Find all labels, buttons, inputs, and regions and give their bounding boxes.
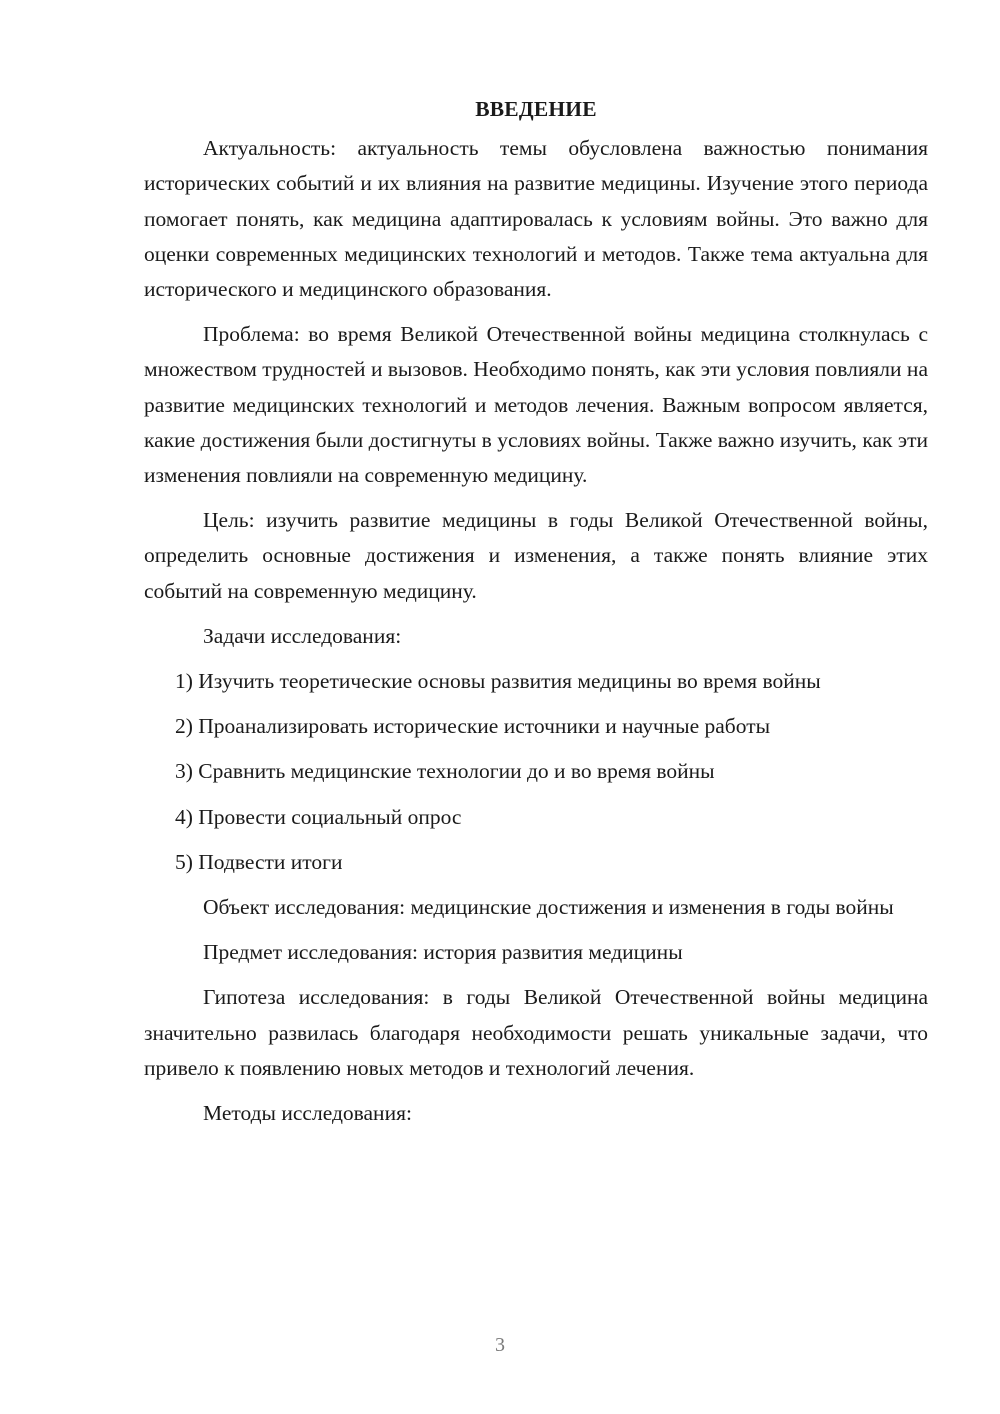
goal-paragraph: Цель: изучить развитие медицины в годы Великой Отечественной войны, определить основные достижения и изменения, а также понять влияние этих событий на современную медицину. — [144, 508, 928, 603]
problem-paragraph: Проблема: во время Великой Отечественной войны медицина столкнулась с множеством трудностей и вызовов. Необходимо понять, как эти условия повлияли на развитие медицинских технологий и методов лечения. Важным вопросом является, какие достижения были достигнуты в условиях войны. Также важно изучить, как эти изменения повлияли на современную медицину. — [144, 322, 928, 488]
list-item: 4) Провести социальный опрос — [175, 804, 462, 829]
subject-paragraph: Предмет исследования: история развития медицины — [203, 940, 683, 965]
tasks-list — [144, 664, 928, 880]
list-item: 2) Проанализировать исторические источники и научные работы — [175, 714, 771, 739]
section-title: ВВЕДЕНИЕ — [475, 97, 597, 121]
relevance-paragraph: Актуальность: актуальность темы обусловлена важностью понимания исторических событий и их влияния на развитие медицины. Изучение этого периода помогает понять, как медицина адаптировалась к условиям войны. Это важно для оценки современных медицинских технологий и методов. Также тема актуальна для исторического и медицинского образования. — [144, 136, 928, 302]
list-item: 3) Сравнить медицинские технологии до и во время войны — [175, 759, 715, 784]
list-item: 1) Изучить теоретические основы развития медицины во время войны — [175, 669, 821, 694]
hypothesis-paragraph: Гипотеза исследования: в годы Великой Отечественной войны медицина значительно развилась благодаря необходимости решать уникальные задачи, что привело к появлению новых методов и технологий лечения. — [144, 985, 928, 1080]
methods-heading: Методы исследования: — [203, 1101, 412, 1126]
document-page — [144, 92, 928, 1141]
page-number: 3 — [495, 1334, 505, 1356]
object-paragraph: Объект исследования: медицинские достижения и изменения в годы войны — [203, 895, 894, 920]
list-item: 5) Подвести итоги — [175, 849, 343, 874]
tasks-heading: Задачи исследования: — [203, 623, 402, 648]
